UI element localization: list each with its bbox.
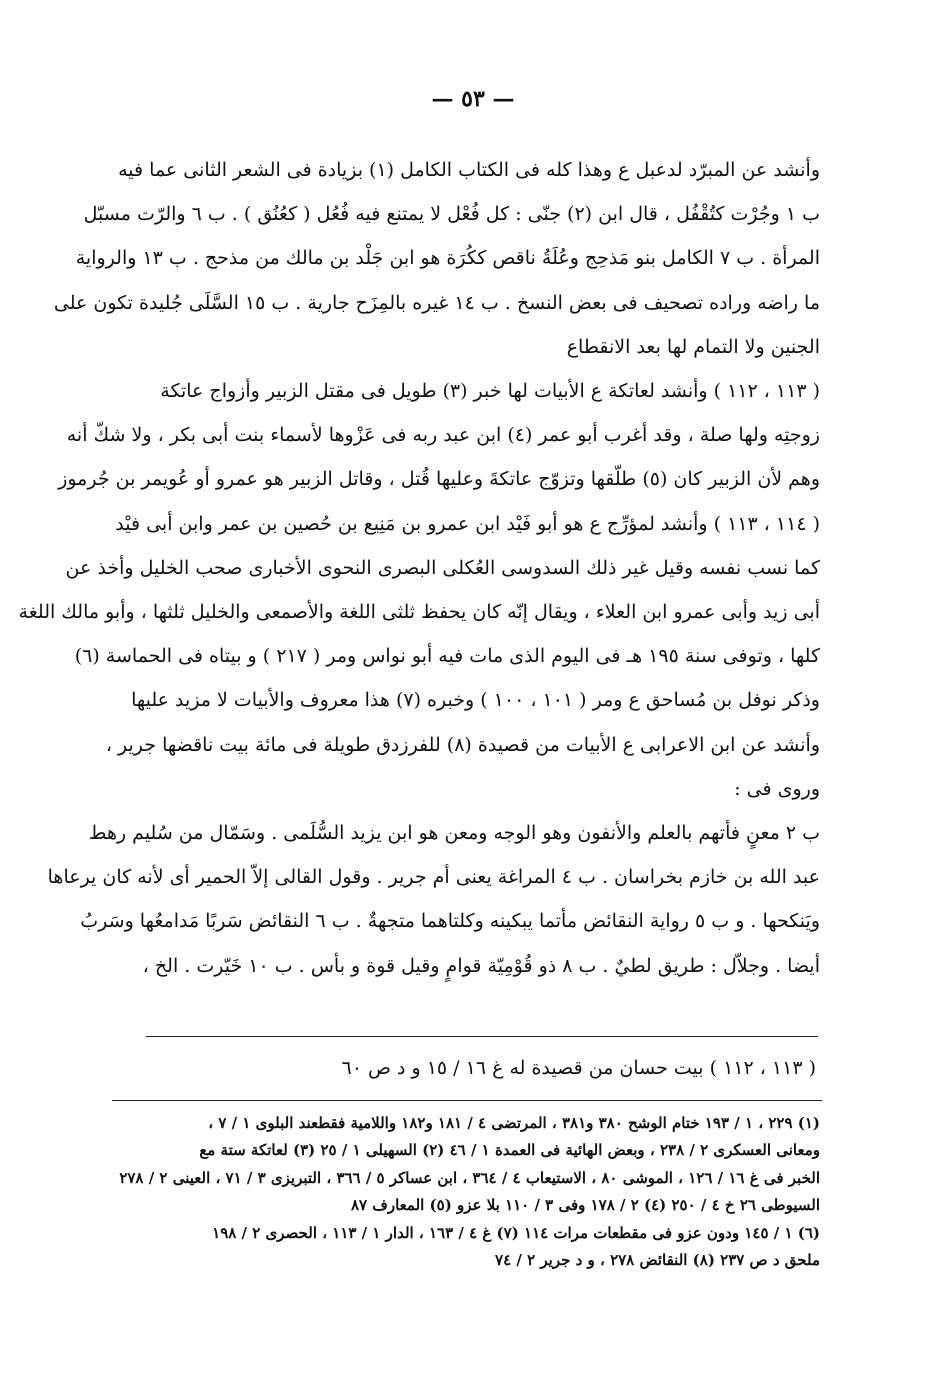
text-line: ب ٢ معنٍ فأتهم بالعلم والأنفون وهو الوجه ومعن هو ابن يزيد السُّلَمى . وسَمّال من سُليم رهط [88, 822, 820, 845]
paragraph [58, 369, 820, 502]
text-line: كما نسب نفسه وقيل غير ذلك السدوسى العُكلى البصرى النحوى الأخبارى صحب الخليل وأخذ عن [65, 556, 820, 579]
footnote-line: (١) ٢٢٩ ، ١ / ١٩٣ ختام الوشح ٣٨٠ و٣٨١ ، المرتضى ٤ / ١٨١ و١٨٢ واللامية فقطعند البلوى ١ / ٧ ، [208, 1114, 820, 1132]
footnote-line: ومعانى العسكرى ٢ / ٢٣٨ ، وبعض الهائية فى العمدة ١ / ٤٦ (٢) السهيلى ١ / ٢٥ (٣) لعاتكة ستة مع [199, 1141, 820, 1160]
paragraph [18, 502, 820, 679]
text-line: وذكر نوفل بن مُساحق ع ومر ( ١٠١ ، ١٠٠ ) وخبره (٧) هذا معروف والأبيات لا مزيد عليها [131, 689, 820, 712]
text-line: كلها ، وتوفى سنة ١٩٥ هـ فى اليوم الذى مات فيه أبو نواس ومر ( ٢١٧ ) و بيتاه فى الحماسة (٦) [74, 645, 820, 668]
section-divider [146, 1036, 818, 1037]
footnote-line: ملحق د ص ٢٣٧ (٨) النقائض ٢٧٨ ، و د جرير ٢ / ٧٤ [495, 1251, 820, 1270]
footnote-line: الخبر فى غ ١٦ / ١٢٦ ، الموشى ٨٠ ، الاستيعاب ٤ / ٣٦٤ ، ابن عساكر ٥ / ٣٦٦ ، التبريزى ٣ / ٧١ ، العينى ٢ / ٢٧٨ [119, 1168, 820, 1187]
text-line: ب ١ وجُرْت كتُقْفُل ، قال ابن (٢) جنّى : كل فُعْل لا يمتنع فيه فُعُل ( كعُنُق ) . ب ٦ والرّت مسبّل [83, 203, 820, 226]
source-note: ( ١١٣ ، ١١٢ ) بيت حسان من قصيدة له غ ١٦ / ١٥ و د ص ٦٠ [341, 1057, 816, 1079]
text-line: ويَنكحها . و ب ٥ رواية النقائض مأتما يبكينه وكلتاهما متجهةٌ . ب ٦ النقائض سَربًا مَدامعُها وسَربُ [80, 910, 820, 933]
footnotes [112, 1110, 820, 1274]
text-line: وأنشد عن المبرّد لدعبل ع وهذا كله فى الكتاب الكامل (١) بزيادة فى الشعر الثانى عما فيه [118, 159, 820, 181]
text-line: أبى زيد وأبى عمرو ابن العلاء ، ويقال إنّه كان يحفظ ثلثى اللغة والأصمعى والخليل ثلثها ، وأبو مالك اللغة [18, 601, 820, 624]
text-line: ما راضه وراده تصحيف فى بعض النسخ . ب ١٤ غيره بالمِزَح جارية . ب ١٥ السَّلَى جُليدة تكون على [53, 291, 820, 314]
text-line: وهم لأن الزبير كان (٥) طلّقها وتزوّج عاتكةَ وعليها قُتل ، وقاتل الزبير هو عمرو أو عُويمر بن جُرموز [58, 468, 820, 491]
text-line: الجنين ولا التمام لها بعد الانقطاع [566, 335, 820, 358]
text-line: ( ١١٣ ، ١١٢ ) وأنشد لعاتكة ع الأبيات لها خبر (٣) طويل فى مقتل الزبير وأزواج عاتكة [160, 380, 820, 403]
text-line: عبد الله بن خازم بخراسان . ب ٤ المراغة يعنى أم جرير . وقول القالى إلاّ الحمير أى لأنه كان يرعاها [47, 866, 820, 889]
footnote-divider [112, 1100, 822, 1101]
text-line: وأنشد عن ابن الاعرابى ع الأبيات من قصيدة (٨) للفرزدق طويلة فى مائة بيت ناقضها جرير ، [105, 733, 820, 756]
footnote-line: السيوطى ٢٦ خ ٤ / ٢٥٠ (٤) ٢ / ١٧٨ وفى ٣ / ١١٠ بلا عزو (٥) المعارف ٨٧ [350, 1196, 820, 1215]
text-line: المرأة . ب ٧ الكامل بنو مَذحِج وعُلَةُ ناقص ككُرَة هو ابن جَلْد بن مالك من مذحج . ب ١٣ والرواية [75, 247, 820, 270]
footnote-line: (٦) ١ / ١٤٥ ودون عزو فى مقطعات مرات ١١٤ (٧) غ ٤ / ١٦٣ ، الدار ١ / ١١٣ ، الحصرى ٢ / ١٩٨ [212, 1223, 820, 1242]
paragraph [105, 678, 820, 811]
page-number: — ٥٣ — [431, 86, 515, 112]
text-line: ( ١١٤ ، ١١٣ ) وأنشد لمؤرِّج ع هو أبو فَيْد ابن عمرو بن مَنِيع بن حُصين بن عمر وابن أبى فيْد [115, 512, 820, 535]
main-text [18, 148, 820, 988]
text-line: أيضا . وجلاّل : طريق لطيٌ . ب ٨ ذو قُوْمِيّة قوامٍ وقيل قوة و بأس . ب ١٠ خَيّرت . الخ ، [142, 954, 820, 977]
text-line: وروى فى : [734, 777, 820, 800]
paragraph [53, 148, 820, 369]
text-line: زوجتِه ولها صلة ، وقد أغرب أبو عمر (٤) ابن عبد ربه فى عَزْوها لأسماء بنت أبى بكر ، ولا شكّ أنه [66, 424, 820, 447]
paragraph [47, 811, 820, 988]
